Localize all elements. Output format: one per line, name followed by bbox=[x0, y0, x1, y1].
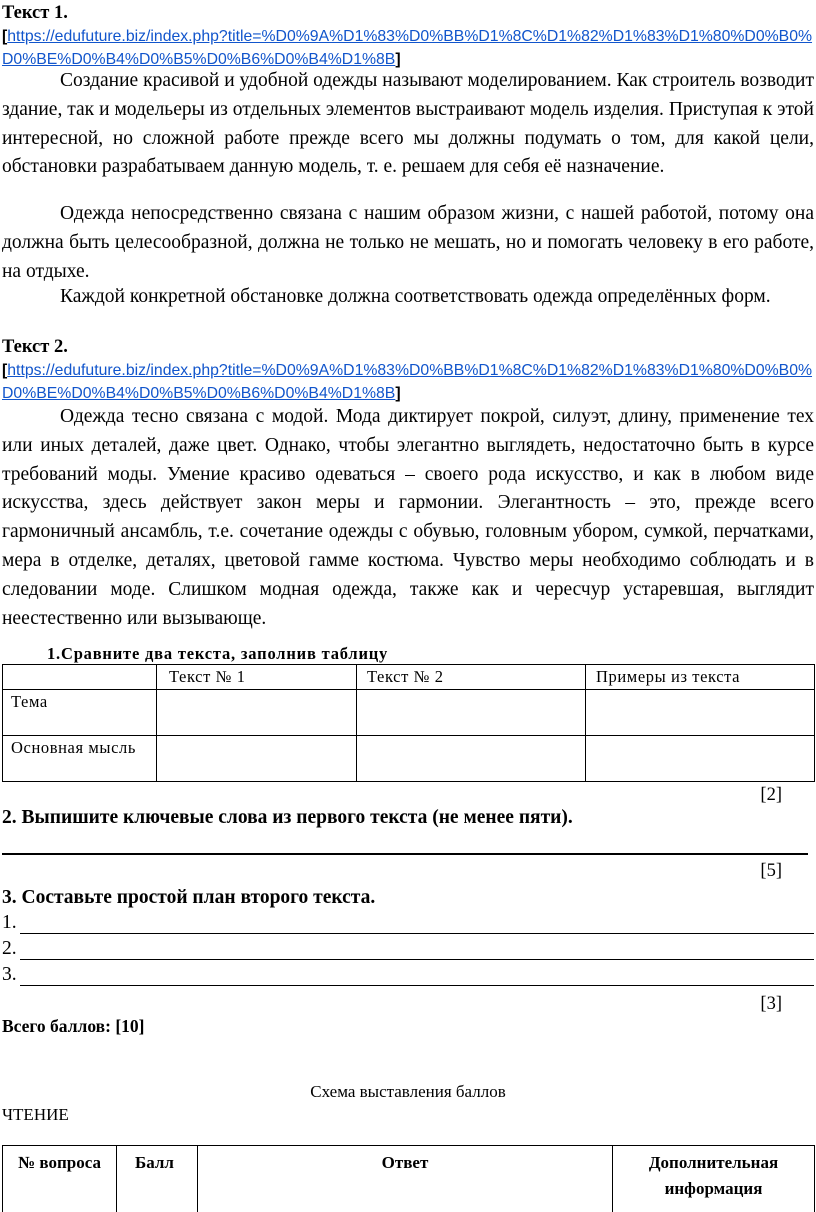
scoring-header-score: Балл bbox=[117, 1146, 198, 1212]
text2-paragraph: Одежда тесно связана с модой. Мода диктирует покрой, силуэт, длину, применение тех или иных деталей, даже цвет. Однако, чтобы элегантно выглядеть, недостаточно быть в курсе требований моды. Умение красиво одеваться – своего рода искусство, и как в любом виде искусства, здесь действует закон меры и гармонии. Элегантность – это, прежде всего гармоничный ансамбль, т.е. сочетание одежды с обувью, головным убором, сумкой, перчатками, мера в отделке, деталях, цветовой гамме костюма. Чувство меры необходимо соблюдать и в следовании моде. Слишком модная одежда, также как и чересчур устаревшая, выглядит неестественно или вызывающе. bbox=[2, 403, 814, 633]
plan-answer-line[interactable] bbox=[20, 933, 814, 934]
text2-url[interactable]: https://edufuture.biz/index.php?title=%D0%9A%D1%83%D0%BB%D1%8C%D1%82%D1%83%D1%80%D0%B0%D0%BE%D0%B4%D0%B5%D0%B6%D0%B4%D1%8B bbox=[2, 362, 812, 402]
task2-score: [5] bbox=[760, 860, 782, 882]
answer-line[interactable] bbox=[2, 853, 808, 855]
task1-title: 1.Сравните два текста, заполнив таблицу bbox=[47, 644, 388, 664]
text1-source-link bbox=[2, 25, 816, 71]
section-label: ЧТЕНИЕ bbox=[2, 1104, 69, 1126]
text2-source-link bbox=[2, 359, 816, 405]
answer-cell[interactable] bbox=[586, 736, 815, 782]
plan-answer-line[interactable] bbox=[20, 985, 814, 986]
row-label-theme: Тема bbox=[3, 690, 157, 736]
scoring-table bbox=[2, 1145, 815, 1212]
comparison-table bbox=[2, 664, 815, 782]
plan-item-number: 1. bbox=[2, 912, 17, 934]
scoring-header-extra-info: Дополнительная информация bbox=[613, 1146, 815, 1212]
task3-title: 3. Составьте простой план второго текста. bbox=[2, 886, 375, 910]
plan-item-number: 2. bbox=[2, 938, 17, 960]
link-close-bracket: ] bbox=[395, 51, 400, 68]
link-open-bracket: [ bbox=[2, 28, 7, 45]
table-header-cell: Примеры из текста bbox=[586, 665, 815, 690]
answer-cell[interactable] bbox=[157, 736, 357, 782]
text1-url[interactable]: https://edufuture.biz/index.php?title=%D0%9A%D1%83%D0%BB%D1%8C%D1%82%D1%83%D1%80%D0%B0%D0%BE%D0%B4%D0%B5%D0%B6%D0%B4%D1%8B bbox=[2, 28, 812, 68]
scheme-title: Схема выставления баллов bbox=[0, 1081, 816, 1103]
text2-heading: Текст 2. bbox=[2, 336, 68, 358]
task3-score: [3] bbox=[760, 993, 782, 1015]
text1-paragraph-2: Одежда непосредственно связана с нашим образом жизни, с нашей работой, потому она должна быть целесообразной, должна не только не мешать, но и помогать человеку в его работе, на отдыхе. bbox=[2, 200, 814, 286]
text1-heading: Текст 1. bbox=[2, 2, 68, 24]
total-score: Всего баллов: [10] bbox=[2, 1015, 144, 1037]
table-header-cell: Текст № 1 bbox=[157, 665, 357, 690]
text1-paragraph-3: Каждой конкретной обстановке должна соответствовать одежда определённых форм. bbox=[2, 283, 814, 312]
answer-cell[interactable] bbox=[586, 690, 815, 736]
plan-answer-line[interactable] bbox=[20, 959, 814, 960]
scoring-header-answer: Ответ bbox=[198, 1146, 613, 1212]
plan-item-number: 3. bbox=[2, 964, 17, 986]
table-header-cell: Текст № 2 bbox=[357, 665, 586, 690]
task2-title: 2. Выпишите ключевые слова из первого текста (не менее пяти). bbox=[2, 806, 573, 830]
task1-score: [2] bbox=[760, 784, 782, 806]
text1-paragraph-1: Создание красивой и удобной одежды называют моделированием. Как строитель возводит здание, так и модельеры из отдельных элементов выстраивают модель изделия. Приступая к этой интересной, но сложной работе прежде всего мы должны подумать о том, для какой цели, обстановки разрабатываем данную модель, т. е. решаем для себя её назначение. bbox=[2, 67, 814, 182]
link-close-bracket: ] bbox=[395, 385, 400, 402]
answer-cell[interactable] bbox=[157, 690, 357, 736]
answer-cell[interactable] bbox=[357, 736, 586, 782]
table-header-cell bbox=[3, 665, 157, 690]
link-open-bracket: [ bbox=[2, 362, 7, 379]
scoring-header-question-no: № вопроса bbox=[3, 1146, 117, 1212]
answer-cell[interactable] bbox=[357, 690, 586, 736]
row-label-main-idea: Основная мысль bbox=[3, 736, 157, 782]
